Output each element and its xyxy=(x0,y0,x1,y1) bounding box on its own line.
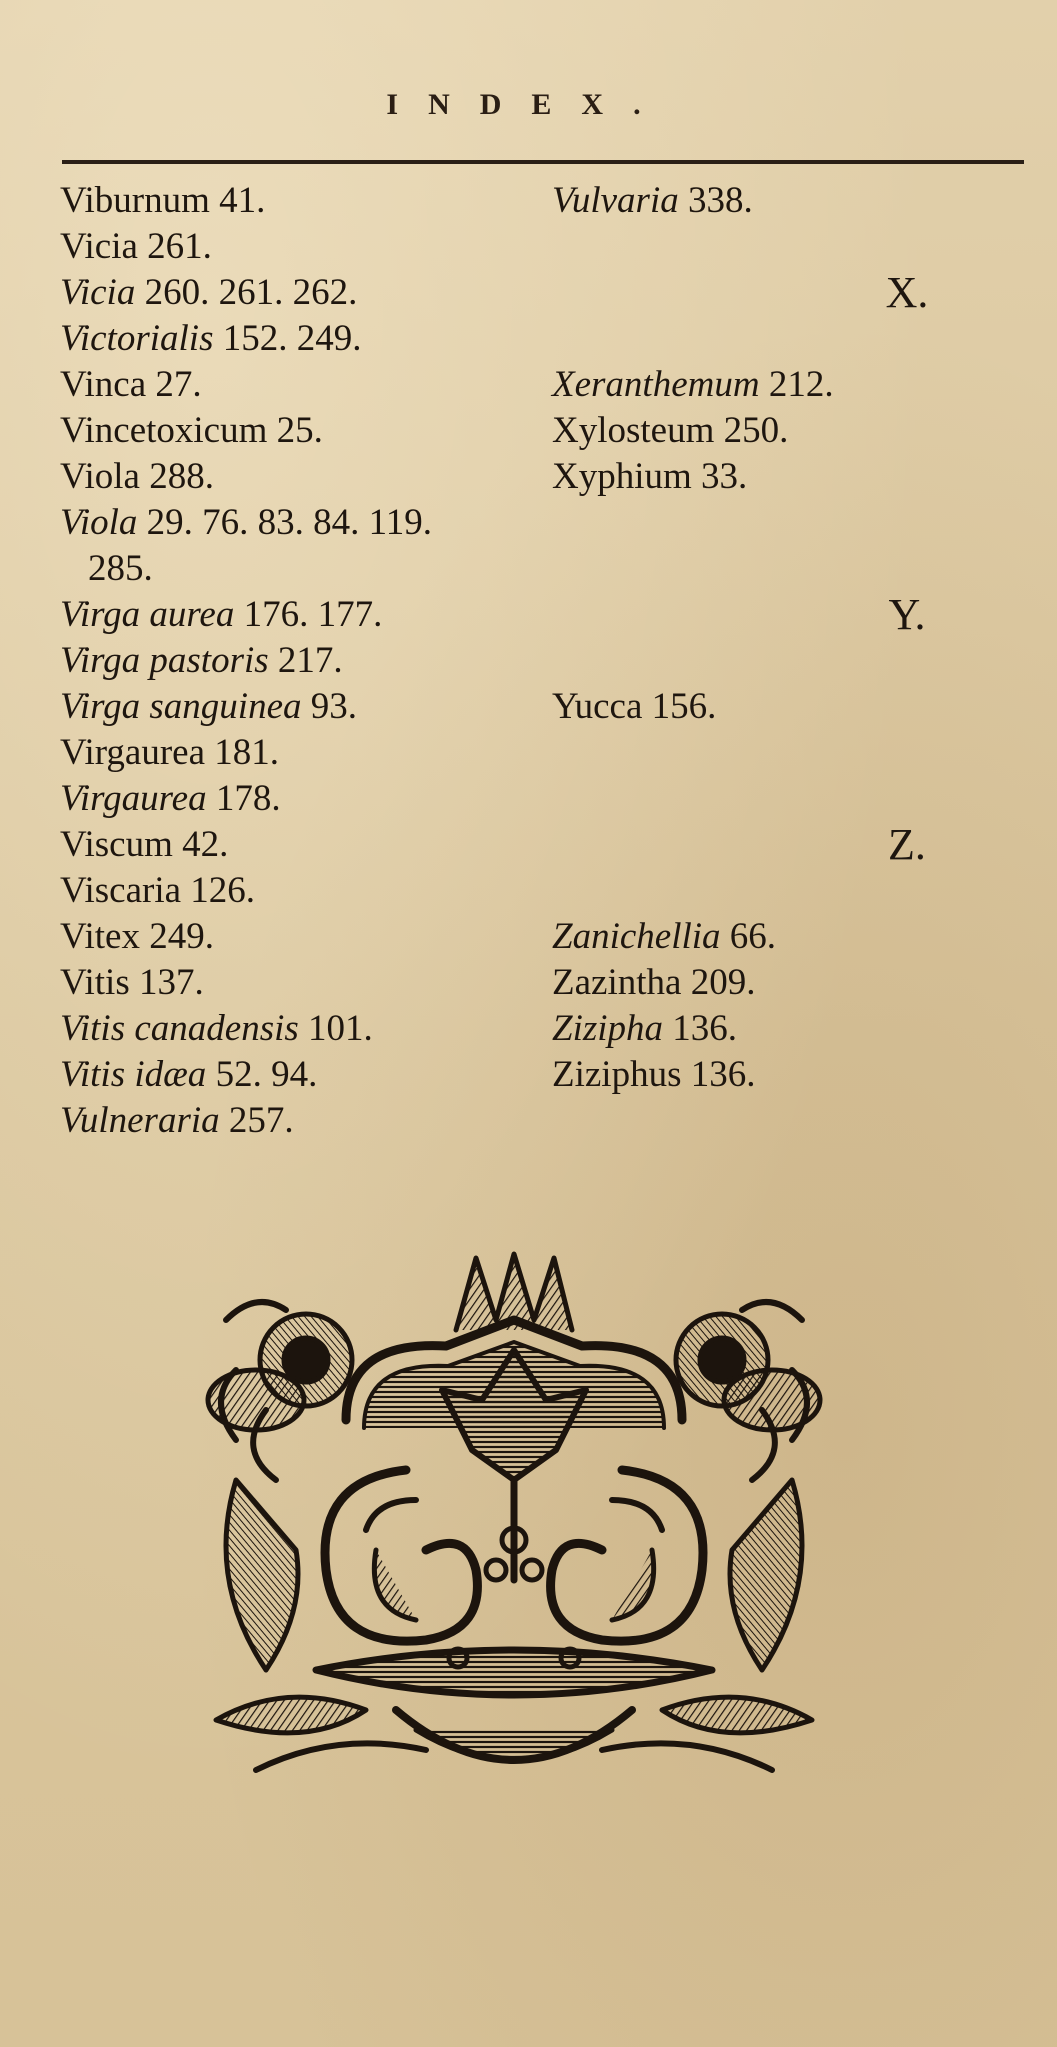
index-entry xyxy=(60,914,530,960)
index-entry xyxy=(60,1052,530,1098)
index-page-numbers: 41. xyxy=(219,180,266,221)
index-term: Xyphium xyxy=(552,456,692,497)
index-page-numbers: 250. xyxy=(723,410,789,451)
index-entry xyxy=(60,868,530,914)
index-entry xyxy=(552,408,1022,454)
index-entry xyxy=(60,454,530,500)
index-page-numbers: 152. 249. xyxy=(222,318,362,359)
index-page-numbers: 136. xyxy=(690,1054,756,1095)
index-entry xyxy=(552,178,1022,224)
index-page-numbers: 260. 261. 262. xyxy=(144,272,358,313)
index-term: Vulvaria xyxy=(552,180,679,221)
index-entry xyxy=(60,822,530,868)
index-page-numbers: 27. xyxy=(155,364,202,405)
index-term: Vitex xyxy=(60,916,140,957)
index-page-numbers: 178. xyxy=(215,778,281,819)
index-entry xyxy=(60,362,530,408)
index-entry xyxy=(60,316,530,362)
index-entry xyxy=(60,546,530,592)
index-page-numbers: 33. xyxy=(701,456,748,497)
page-title: INDEX. xyxy=(386,88,671,121)
index-term: Zanichellia xyxy=(552,916,721,957)
index-page-numbers: 288. xyxy=(149,456,214,497)
index-entry xyxy=(552,914,1022,960)
index-page-numbers: 101. xyxy=(308,1008,373,1049)
index-term: Xeranthemum xyxy=(552,364,760,405)
index-term: Vicia xyxy=(60,226,138,267)
index-term: Virgaurea xyxy=(60,732,206,773)
index-term: Viscaria xyxy=(60,870,182,911)
index-term: Zizipha xyxy=(552,1008,664,1049)
index-entry xyxy=(60,224,530,270)
header-rule xyxy=(62,160,1024,164)
index-term: Zazintha xyxy=(552,962,682,1003)
floral-tailpiece-ornament-icon xyxy=(196,1250,832,1810)
section-letter-heading: Y. xyxy=(888,590,926,639)
index-entry xyxy=(60,730,530,776)
index-page-numbers: 181. xyxy=(214,732,280,773)
index-page-numbers: 156. xyxy=(651,686,717,727)
section-letter-heading: X. xyxy=(885,268,929,317)
index-term: Vitis canadensis xyxy=(60,1008,299,1049)
index-term: Xylosteum xyxy=(552,410,715,451)
blank-line xyxy=(552,868,1022,914)
index-term: Vulneraria xyxy=(60,1100,220,1141)
index-page-numbers: 249. xyxy=(149,916,214,957)
index-entry xyxy=(552,362,1022,408)
index-page-numbers: 285. xyxy=(88,548,153,589)
index-term: Vincetoxicum xyxy=(60,410,268,451)
index-page-numbers: 212. xyxy=(768,364,834,405)
index-page-numbers: 42. xyxy=(182,824,229,865)
index-term: Vicia xyxy=(60,272,136,313)
index-page-numbers: 52. 94. xyxy=(215,1054,318,1095)
index-entry xyxy=(60,178,530,224)
index-term: Virga sanguinea xyxy=(60,686,302,727)
index-page-numbers: 137. xyxy=(139,962,204,1003)
index-page-numbers: 217. xyxy=(277,640,343,681)
index-term: Viscum xyxy=(60,824,173,865)
blank-line xyxy=(552,638,1022,684)
index-term: Vitis xyxy=(60,962,130,1003)
index-term: Virga pastoris xyxy=(60,640,269,681)
index-page-numbers: 136. xyxy=(672,1008,738,1049)
index-term: Ziziphus xyxy=(552,1054,682,1095)
index-entry xyxy=(60,500,530,546)
blank-line xyxy=(552,500,1022,546)
index-entry xyxy=(60,1006,530,1052)
index-term: Vitis idæa xyxy=(60,1054,207,1095)
index-entry xyxy=(552,960,1022,1006)
index-term: Vinca xyxy=(60,364,147,405)
index-page-numbers: 25. xyxy=(276,410,323,451)
index-entry xyxy=(60,638,530,684)
index-entry xyxy=(60,684,530,730)
index-term: Viola xyxy=(60,502,138,543)
index-term: Viola xyxy=(60,456,140,497)
index-entry xyxy=(60,960,530,1006)
index-term: Virgaurea xyxy=(60,778,207,819)
index-term: Victorialis xyxy=(60,318,214,359)
blank-line xyxy=(552,224,1022,270)
index-entry xyxy=(60,592,530,638)
blank-line xyxy=(552,730,1022,776)
blank-line xyxy=(552,316,1022,362)
index-entry xyxy=(552,1052,1022,1098)
index-column-right xyxy=(552,178,1022,1098)
section-letter-heading: Z. xyxy=(888,820,926,869)
index-entry xyxy=(552,454,1022,500)
index-page-numbers: 93. xyxy=(310,686,358,727)
index-term: Yucca xyxy=(552,686,643,727)
index-page-numbers: 126. xyxy=(190,870,256,911)
index-entry xyxy=(60,408,530,454)
index-term: Virga aurea xyxy=(60,594,235,635)
index-page-numbers: 29. 76. 83. 84. 119. xyxy=(146,502,433,543)
index-entry xyxy=(552,684,1022,730)
index-entry xyxy=(552,1006,1022,1052)
index-page-numbers: 66. xyxy=(729,916,777,957)
blank-line xyxy=(552,546,1022,592)
index-page-numbers: 176. 177. xyxy=(243,594,383,635)
index-page-numbers: 338. xyxy=(688,180,753,221)
index-page-numbers: 209. xyxy=(690,962,756,1003)
index-page-numbers: 257. xyxy=(228,1100,294,1141)
index-entry xyxy=(60,776,530,822)
index-page-numbers: 261. xyxy=(147,226,212,267)
index-entry xyxy=(60,1098,530,1144)
index-term: Viburnum xyxy=(60,180,210,221)
index-entry xyxy=(60,270,530,316)
blank-line xyxy=(552,776,1022,822)
index-column-left xyxy=(60,178,530,1144)
